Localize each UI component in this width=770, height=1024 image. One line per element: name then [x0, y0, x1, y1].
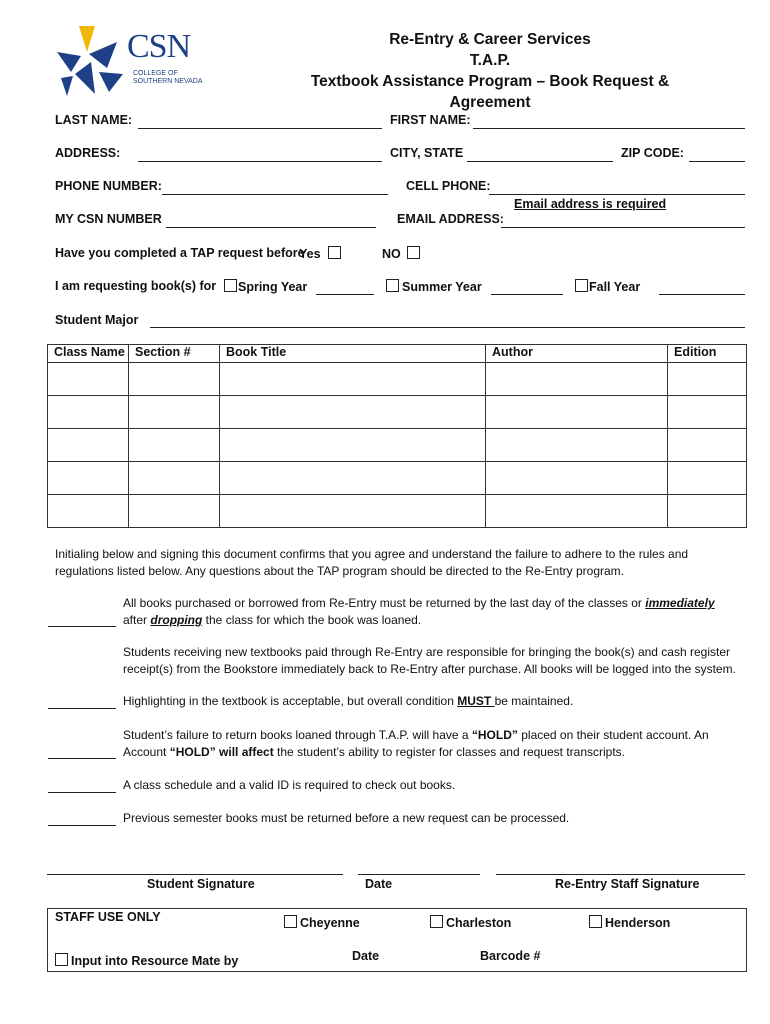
no-option[interactable] [382, 246, 423, 261]
initial-field-3[interactable] [48, 708, 116, 709]
table-cell[interactable] [668, 462, 747, 495]
last-name-field[interactable] [138, 128, 382, 129]
no-label: NO [382, 247, 401, 261]
fall-option[interactable] [575, 279, 640, 294]
table-cell[interactable] [48, 363, 129, 396]
summer-checkbox[interactable] [386, 279, 399, 292]
logo-sub2: SOUTHERN NEVADA [133, 78, 203, 85]
agreement-intro: Initialing below and signing this document confirms that you agree and understand the failure to adhere to the rules and regulations listed below. Any questions about the TAP program should be directed to the Re-Entry program. [55, 547, 689, 578]
header-line2: T.A.P. [469, 52, 511, 69]
city-state-label: CITY, STATE [390, 146, 464, 160]
first-name-field[interactable] [473, 128, 745, 129]
csn-star-icon [55, 22, 127, 98]
table-cell[interactable] [668, 396, 747, 429]
student-signature-field[interactable] [47, 874, 343, 875]
initial-field-5[interactable] [48, 792, 116, 793]
rule-5: A class schedule and a valid ID is required to check out books. [123, 778, 456, 792]
phone-field[interactable] [162, 194, 388, 195]
table-cell[interactable] [48, 429, 129, 462]
cheyenne-checkbox[interactable] [284, 915, 297, 928]
table-cell[interactable] [486, 363, 668, 396]
summer-year-field[interactable] [491, 294, 563, 295]
cell-label: CELL PHONE: [406, 179, 491, 193]
table-row [48, 462, 747, 495]
header-line3: Textbook Assistance Program – Book Request & Agreement [310, 73, 670, 111]
book-table [47, 344, 747, 528]
table-cell[interactable] [129, 462, 220, 495]
henderson-label: Henderson [605, 916, 671, 930]
requesting-label: I am requesting book(s) for [55, 279, 217, 293]
fall-checkbox[interactable] [575, 279, 588, 292]
table-cell[interactable] [129, 429, 220, 462]
email-label: EMAIL ADDRESS: [397, 212, 504, 226]
spring-option[interactable] [224, 279, 307, 294]
barcode-label: Barcode # [480, 949, 541, 963]
col-author: Author [486, 345, 668, 363]
henderson-option[interactable] [589, 915, 670, 930]
address-label: ADDRESS: [55, 146, 121, 160]
table-cell[interactable] [48, 396, 129, 429]
table-cell[interactable] [220, 363, 486, 396]
table-row [48, 429, 747, 462]
first-name-label: FIRST NAME: [390, 113, 471, 127]
zip-field[interactable] [689, 161, 745, 162]
col-section: Section # [129, 345, 220, 363]
table-cell[interactable] [220, 396, 486, 429]
student-signature-label: Student Signature [147, 877, 255, 891]
table-cell[interactable] [129, 396, 220, 429]
charleston-label: Charleston [446, 916, 512, 930]
staff-signature-field[interactable] [496, 874, 745, 875]
email-note: Email address is required [514, 197, 667, 211]
table-cell[interactable] [220, 462, 486, 495]
col-class-name: Class Name [48, 345, 129, 363]
table-cell[interactable] [486, 462, 668, 495]
csn-logo [55, 22, 205, 98]
rule-6: Previous semester books must be returned before a new request can be processed. [123, 811, 570, 825]
initial-field-4[interactable] [48, 758, 116, 759]
table-cell[interactable] [220, 429, 486, 462]
table-row [48, 396, 747, 429]
table-cell[interactable] [48, 462, 129, 495]
table-cell[interactable] [668, 429, 747, 462]
input-resource-checkbox[interactable] [55, 953, 68, 966]
header-line1: Re-Entry & Career Services [389, 31, 591, 48]
henderson-checkbox[interactable] [589, 915, 602, 928]
date-signature-field[interactable] [358, 874, 480, 875]
rule-1-dropping: dropping [150, 612, 203, 627]
yes-checkbox[interactable] [328, 246, 341, 259]
table-cell[interactable] [486, 429, 668, 462]
date-label: Date [365, 877, 393, 891]
logo-wordmark: CSN [127, 28, 191, 65]
staff-date-label: Date [352, 949, 380, 963]
email-field[interactable] [501, 227, 745, 228]
table-cell[interactable] [129, 495, 220, 528]
spring-year-field[interactable] [316, 294, 374, 295]
summer-label: Summer Year [402, 280, 482, 294]
table-row [48, 363, 747, 396]
rule-3-must: MUST [457, 694, 495, 708]
rule-4: Student’s failure to return books loaned through T.A.P. will have a “HOLD” placed on their student account. An Account “HOLD” will affect the student’s ability to register for classes and request transcripts. [123, 728, 709, 759]
zip-label: ZIP CODE: [621, 146, 684, 160]
table-cell[interactable] [48, 495, 129, 528]
staff-signature-label: Re-Entry Staff Signature [555, 877, 700, 891]
charleston-checkbox[interactable] [430, 915, 443, 928]
col-edition: Edition [668, 345, 747, 363]
rule-2: Students receiving new textbooks paid through Re-Entry are responsible for bringing the book(s) and cash register receipt(s) from the Bookstore immediately back to Re-Entry after purchase. All books will be logged into the system. [123, 645, 736, 676]
no-checkbox[interactable] [407, 246, 420, 259]
input-resource-label: Input into Resource Mate by [71, 954, 239, 968]
table-cell[interactable] [668, 363, 747, 396]
address-field[interactable] [138, 161, 382, 162]
cheyenne-label: Cheyenne [300, 916, 360, 930]
logo-sub1: COLLEGE OF [133, 70, 178, 77]
rule-1: All books purchased or borrowed from Re-Entry must be returned by the last day of the classes or immediately after dropping the class for which the book was loaned. [123, 596, 715, 627]
csn-number-label: MY CSN NUMBER [55, 212, 162, 226]
summer-option[interactable] [386, 279, 482, 294]
cell-field[interactable] [489, 194, 745, 195]
yes-option[interactable] [299, 246, 344, 261]
yes-label: Yes [299, 247, 321, 261]
tap-question: Have you completed a TAP request before [55, 246, 305, 260]
rule-1-immediately: immediately [645, 596, 715, 610]
table-cell[interactable] [220, 495, 486, 528]
csn-number-field[interactable] [166, 227, 376, 228]
phone-label: PHONE NUMBER: [55, 179, 162, 193]
table-header-row [48, 345, 747, 363]
fall-label: Fall Year [589, 280, 641, 294]
charleston-option[interactable] [430, 915, 511, 930]
last-name-label: LAST NAME: [55, 113, 133, 127]
city-state-field[interactable] [467, 161, 613, 162]
table-row [48, 495, 747, 528]
table-cell[interactable] [486, 495, 668, 528]
initial-field-1[interactable] [48, 626, 116, 627]
staff-use-title: STAFF USE ONLY [55, 910, 161, 924]
fall-year-field[interactable] [659, 294, 745, 295]
major-label: Student Major [55, 313, 139, 327]
spring-label: Spring Year [238, 280, 308, 294]
input-resource-option[interactable] [55, 953, 238, 968]
table-cell[interactable] [668, 495, 747, 528]
initial-field-6[interactable] [48, 825, 116, 826]
rule-3: Highlighting in the textbook is acceptable, but overall condition MUST be maintained. [123, 694, 574, 708]
cheyenne-option[interactable] [284, 915, 360, 930]
major-field[interactable] [150, 327, 745, 328]
spring-checkbox[interactable] [224, 279, 237, 292]
table-cell[interactable] [129, 363, 220, 396]
col-book-title: Book Title [220, 345, 486, 363]
table-cell[interactable] [486, 396, 668, 429]
